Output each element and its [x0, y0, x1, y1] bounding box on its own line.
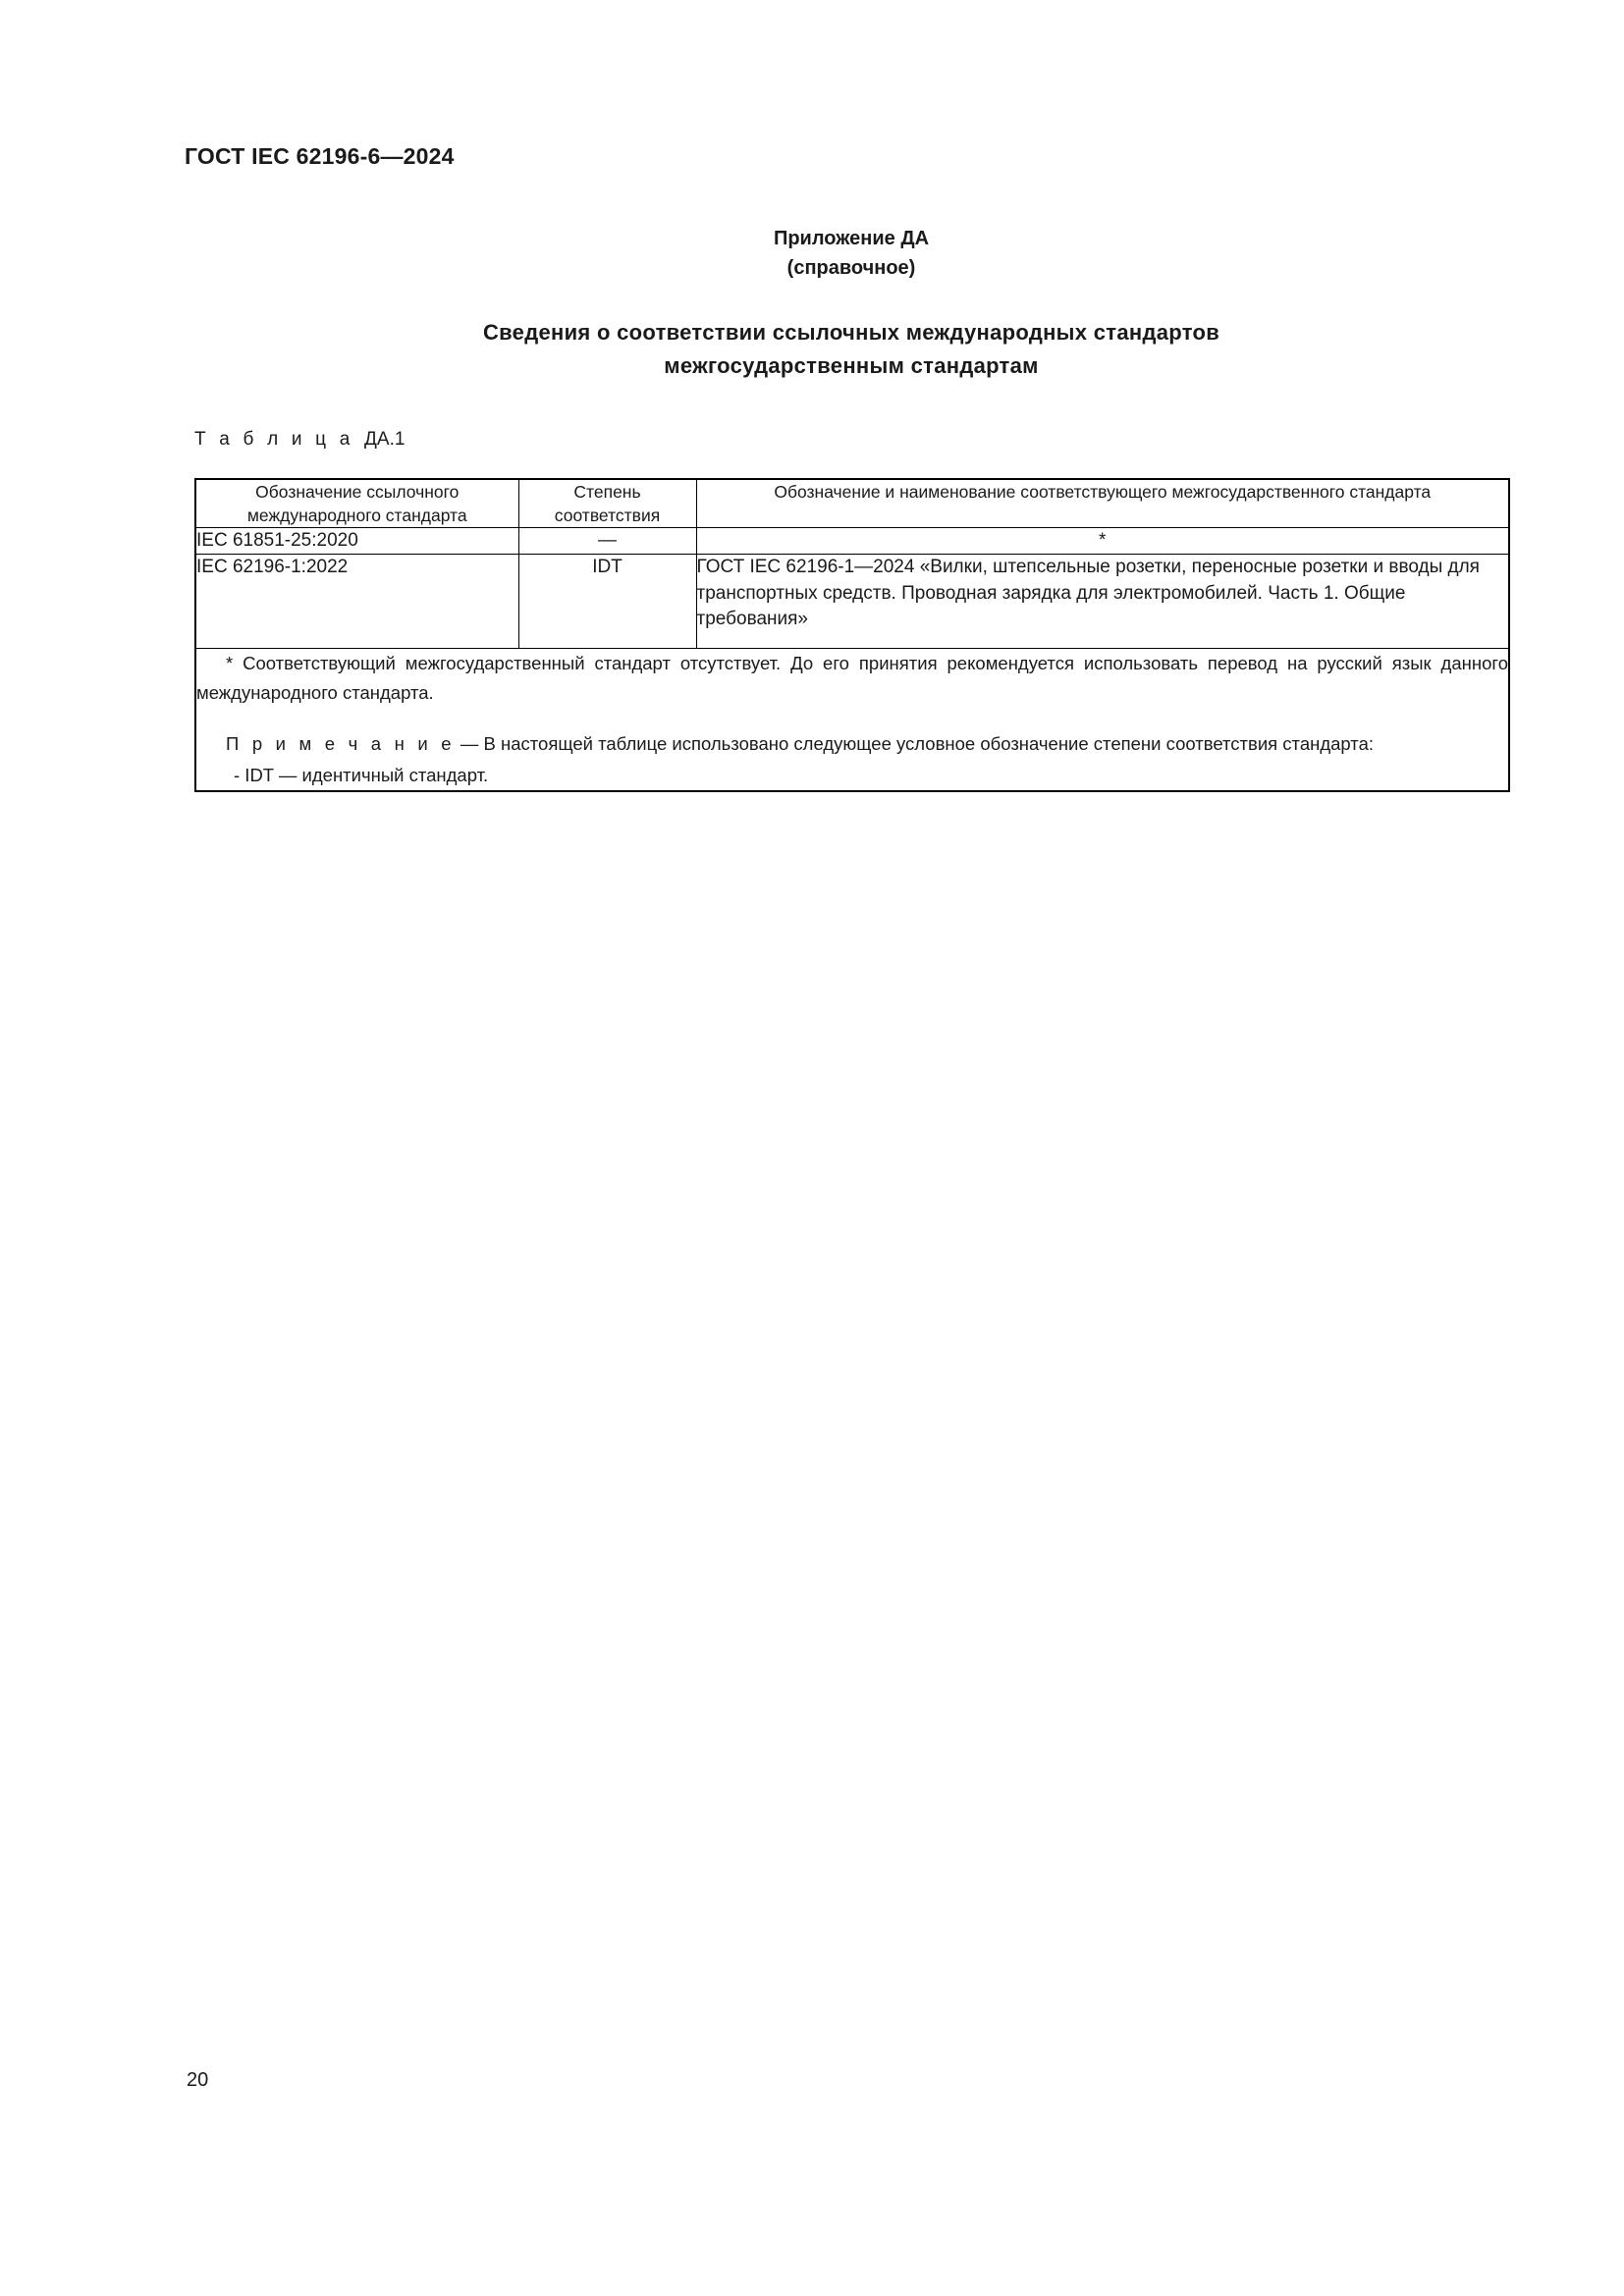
cell-degree-of-correspondence: — [518, 528, 696, 555]
table-notes-cell [195, 649, 1509, 792]
table-caption-label: Т а б л и ц а [194, 429, 354, 450]
column-header-degree-of-correspondence: Степень соответствия [518, 479, 696, 528]
correspondence-table [194, 478, 1510, 792]
cell-degree-of-correspondence: IDT [518, 555, 696, 649]
annex-subtitle: (справочное) [786, 257, 916, 279]
page-number: 20 [187, 2069, 209, 2091]
annex-heading-block [194, 316, 1508, 383]
annex-title: Приложение ДА [773, 228, 930, 249]
table-note-item-idt: - IDT — идентичный стандарт. [234, 765, 489, 785]
table-note-label: П р и м е ч а н и е [226, 733, 456, 754]
table-caption-number: ДА.1 [364, 429, 406, 450]
table-header-row [195, 479, 1509, 528]
table-note-text: — В настоящей таблице использовано следующее условное обозначение степени соответствия стандарта: [460, 733, 1374, 754]
table-row [195, 528, 1509, 555]
cell-reference-standard: IEC 61851-25:2020 [195, 528, 518, 555]
cell-national-standard: * [696, 528, 1509, 555]
table-caption [194, 429, 405, 451]
annex-heading-line-1: Сведения о соответствии ссылочных международных стандартов [482, 320, 1220, 345]
column-header-national-standard: Обозначение и наименование соответствующего межгосударственного стандарта [696, 479, 1509, 528]
table-footnote: * Соответствующий межгосударственный стандарт отсутствует. До его принятия рекомендуется использовать перевод на русский язык данного международного стандарта. [196, 653, 1508, 703]
annex-heading-line-2: межгосударственным стандартам [664, 353, 1039, 378]
running-header: ГОСТ IEC 62196-6—2024 [185, 143, 455, 169]
annex-title-block [194, 224, 1508, 283]
cell-reference-standard: IEC 62196-1:2022 [195, 555, 518, 649]
table-note-row [195, 649, 1509, 792]
cell-national-standard: ГОСТ IEC 62196-1—2024 «Вилки, штепсельные розетки, переносные розетки и вводы для транспортных средств. Проводная зарядка для электромобилей. Часть 1. Общие требования» [696, 555, 1509, 649]
table-note-paragraph [196, 729, 1508, 759]
column-header-reference-standard: Обозначение ссылочного международного стандарта [195, 479, 518, 528]
table-row [195, 555, 1509, 649]
